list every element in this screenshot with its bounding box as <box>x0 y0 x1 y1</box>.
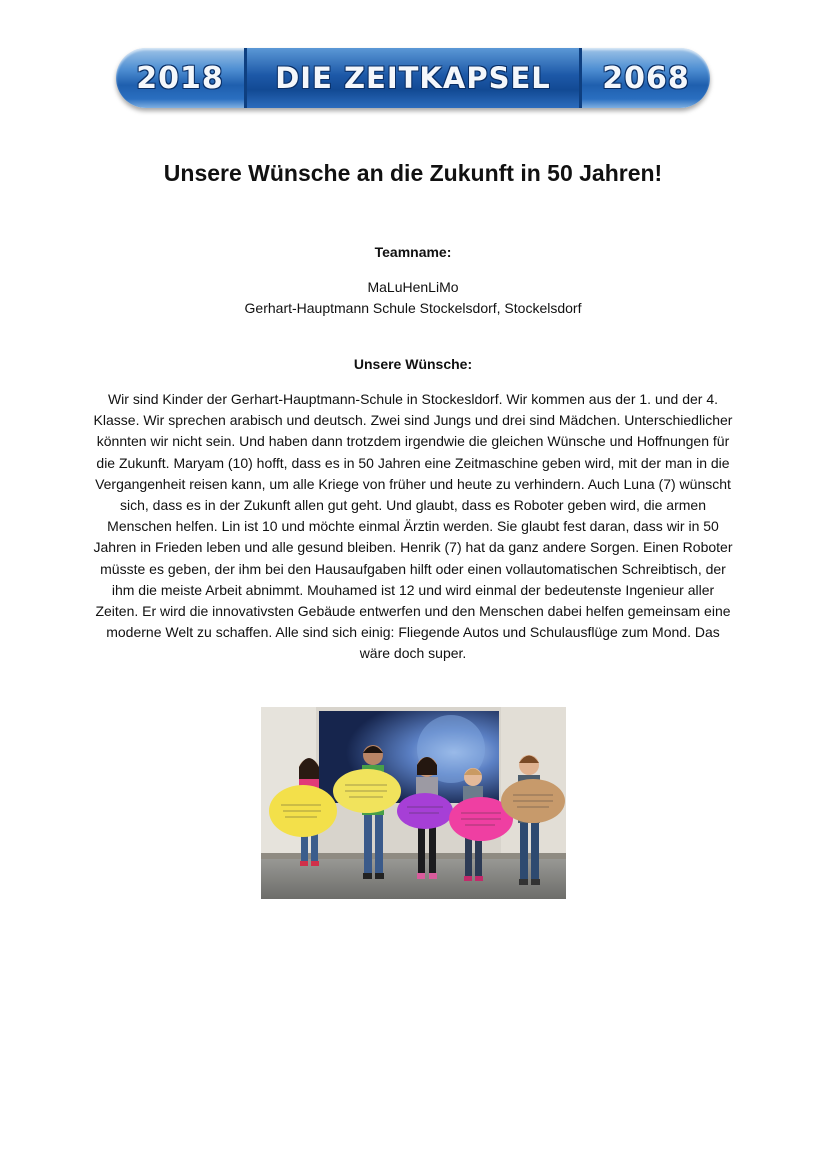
zeitkapsel-banner <box>116 48 710 108</box>
photo-illustration <box>261 707 566 899</box>
team-label: Teamname: <box>374 244 452 260</box>
team-name: MaLuHenLiMo <box>367 279 459 295</box>
banner-title: DIE ZEITKAPSEL <box>244 48 582 108</box>
wishes-text: Wir sind Kinder der Gerhart-Hauptmann-Schule in Stockesldorf. Wir kommen aus der 1. und der 4. Klasse. Wir sprechen arabisch und deutsch. Zwei sind Jungs und drei sind Mädchen. Unterschiedlicher könnten wir nicht sein. Und haben dann trotzdem irgendwie die gleichen Wünsche und Hoffnungen für die Zukunft. Maryam (10) hofft, dass es in 50 Jahren eine Zeitmaschine geben wird, mit der man in die Vergangenheit reisen kann, um alle Kriege von früher und heute zu verhindern. Auch Luna (7) wünscht sich, dass es in der Zukunft allen gut geht. Und glaubt, dass es Roboter geben wird, die armen Menschen helfen. Lin ist 10 und möchte einmal Ärztin werden. Sie glaubt fest daran, dass wir in 50 Jahren in Frieden leben und alle gesund bleiben. Henrik (7) hat da ganz andere Sorgen. Einen Roboter müsste es geben, der ihm bei den Hausaufgaben hilft oder einen vollautomatischen Schreibtisch, der ihm die meiste Arbeit abnimmt. Mouhamed ist 12 und wird einmal der bedeutenste Ingenieur aller Zeiten. Er wird die innovativsten Gebäude entwerfen und den Menschen dabei helfen gemeinsam eine moderne Welt zu schaffen. Alle sind sich einig: Fliegende Autos und Schulausflüge zum Mond. Das wäre doch super. <box>93 391 733 662</box>
purple-sign <box>397 793 453 829</box>
banner-year-right: 2068 <box>602 60 690 96</box>
wishes-label: Unsere Wünsche: <box>353 356 473 372</box>
school-name: Gerhart-Hauptmann Schule Stockelsdorf, Stockelsdorf <box>244 300 582 316</box>
group-photo <box>261 707 566 899</box>
page-title: Unsere Wünsche an die Zukunft in 50 Jahren! <box>163 160 663 186</box>
banner-year-left: 2018 <box>136 60 224 96</box>
